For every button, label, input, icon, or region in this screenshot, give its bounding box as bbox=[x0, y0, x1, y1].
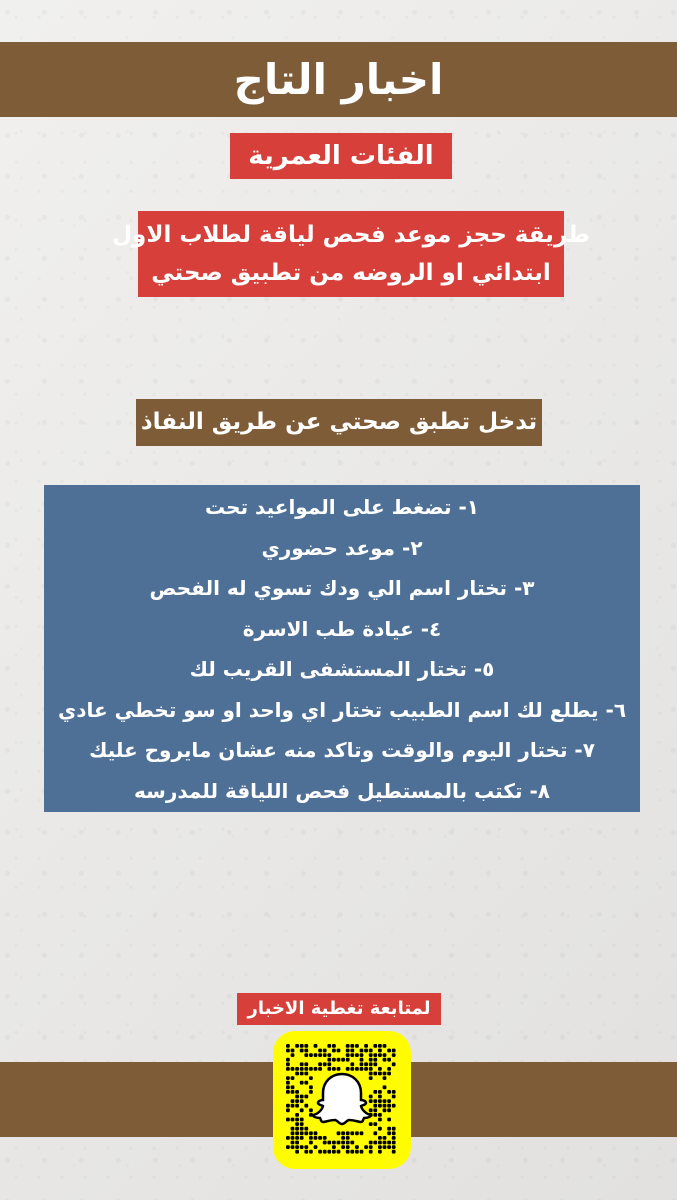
snapcode-dot bbox=[318, 1062, 322, 1066]
snapcode-dot bbox=[350, 1053, 354, 1057]
snapcode-dot bbox=[378, 1118, 382, 1122]
snapcode-dot bbox=[392, 1127, 396, 1131]
snapcode-dot bbox=[300, 1049, 304, 1053]
snapcode-dot bbox=[378, 1136, 382, 1140]
snapcode-dot bbox=[346, 1058, 350, 1062]
snapcode-dot bbox=[392, 1062, 396, 1066]
snapcode-dot bbox=[286, 1104, 290, 1108]
snapcode-dot bbox=[286, 1076, 290, 1080]
snapcode-dot bbox=[369, 1067, 373, 1071]
snapcode-dot bbox=[373, 1104, 377, 1108]
snapcode-dot bbox=[300, 1072, 304, 1076]
snapcode-dot bbox=[355, 1131, 359, 1135]
snapcode-dot bbox=[360, 1049, 364, 1053]
snapcode-dot bbox=[286, 1145, 290, 1149]
snapcode-dot bbox=[323, 1136, 327, 1140]
step-item-1: ١- تضغط على المواعيد تحت bbox=[205, 495, 479, 519]
snapcode-dot bbox=[373, 1044, 377, 1048]
snapcode-dot bbox=[300, 1081, 304, 1085]
snapcode-dot bbox=[387, 1145, 391, 1149]
snapcode-dot bbox=[369, 1072, 373, 1076]
snapcode-dot bbox=[378, 1090, 382, 1094]
snapcode-dot bbox=[304, 1127, 308, 1131]
page-title: اخبار التاج bbox=[233, 54, 444, 104]
snapcode-dot bbox=[369, 1053, 373, 1057]
snapcode-dot bbox=[346, 1150, 350, 1154]
snapcode-dot bbox=[373, 1062, 377, 1066]
snapcode-dot bbox=[300, 1122, 304, 1126]
snapcode-dot bbox=[373, 1072, 377, 1076]
snapcode-dot bbox=[291, 1099, 295, 1103]
snapcode-dot bbox=[304, 1095, 308, 1099]
snapcode-dot bbox=[387, 1127, 391, 1131]
snapcode-dot bbox=[378, 1127, 382, 1131]
snapcode-dot bbox=[383, 1044, 387, 1048]
step-item-8: ٨- تكتب بالمستطيل فحص اللياقة للمدرسه bbox=[134, 778, 550, 803]
snapcode-dot bbox=[314, 1131, 318, 1135]
snapcode-dot bbox=[387, 1108, 391, 1112]
snapcode-dot bbox=[387, 1104, 391, 1108]
snapcode-dot bbox=[369, 1145, 373, 1149]
snapcode-dot bbox=[346, 1044, 350, 1048]
snapcode-dot bbox=[369, 1108, 373, 1112]
snapcode-dot bbox=[295, 1141, 299, 1145]
access-badge: تدخل تطبق صحتي عن طريق النفاذ bbox=[136, 399, 542, 446]
snapcode-dot bbox=[309, 1108, 313, 1112]
snapcode-dot bbox=[392, 1145, 396, 1149]
snapcode-dot bbox=[341, 1058, 345, 1062]
snapcode-dot bbox=[387, 1099, 391, 1103]
snapcode-dot bbox=[304, 1081, 308, 1085]
snapcode-dot bbox=[341, 1141, 345, 1145]
snapcode-dot bbox=[383, 1053, 387, 1057]
snapcode-dot bbox=[373, 1122, 377, 1126]
snapcode-dot bbox=[291, 1118, 295, 1122]
snapcode-dot bbox=[360, 1062, 364, 1066]
snapcode-dot bbox=[295, 1095, 299, 1099]
snapcode-dot bbox=[332, 1067, 336, 1071]
instructions-line-1: طريقة حجز موعد فحص لياقة لطلاب الاول bbox=[112, 222, 590, 248]
snapcode-dot bbox=[337, 1067, 341, 1071]
snapcode-dot bbox=[286, 1085, 290, 1089]
snapcode-dot bbox=[350, 1141, 354, 1145]
snapcode-dot bbox=[286, 1058, 290, 1062]
snapcode-dot bbox=[383, 1099, 387, 1103]
snapcode-dot bbox=[286, 1062, 290, 1066]
snapcode[interactable] bbox=[273, 1031, 411, 1169]
snapcode-dot bbox=[373, 1108, 377, 1112]
snapcode-dot bbox=[286, 1090, 290, 1094]
snapcode-dot bbox=[295, 1127, 299, 1131]
snapcode-dot bbox=[378, 1044, 382, 1048]
snapcode-dot bbox=[291, 1090, 295, 1094]
snapcode-dot bbox=[318, 1136, 322, 1140]
snapcode-dot bbox=[346, 1067, 350, 1071]
snapcode-dot bbox=[364, 1067, 368, 1071]
step-item-4: ٤- عيادة طب الاسرة bbox=[242, 616, 442, 641]
snapcode-dot bbox=[373, 1090, 377, 1094]
snapcode-dot bbox=[286, 1118, 290, 1122]
snapcode-dot bbox=[286, 1108, 290, 1112]
snapcode-dot bbox=[327, 1067, 331, 1071]
snapcode-dot bbox=[350, 1150, 354, 1154]
snapcode-dot bbox=[318, 1067, 322, 1071]
snapcode-dot bbox=[392, 1095, 396, 1099]
snapcode-dot bbox=[383, 1058, 387, 1062]
snapcode-dot bbox=[300, 1067, 304, 1071]
snapcode-dot bbox=[387, 1072, 391, 1076]
snapcode-dot bbox=[337, 1049, 341, 1053]
step-item-7: ٧- تختار اليوم والوقت وتاكد منه عشان مايروح عليك bbox=[89, 738, 595, 762]
snapcode-dot bbox=[364, 1145, 368, 1149]
snapcode-dot bbox=[286, 1049, 290, 1053]
snapcode-dot bbox=[309, 1090, 313, 1094]
snapcode-dot bbox=[383, 1141, 387, 1145]
snapcode-dot bbox=[291, 1141, 295, 1145]
snapcode-dot bbox=[295, 1150, 299, 1154]
snapcode-dot bbox=[369, 1150, 373, 1154]
snapcode-dot bbox=[309, 1053, 313, 1057]
snapcode-dot bbox=[383, 1072, 387, 1076]
snapcode-dot bbox=[300, 1062, 304, 1066]
snapcode-dot bbox=[291, 1131, 295, 1135]
snapcode-dot bbox=[295, 1090, 299, 1094]
instructions-box bbox=[112, 211, 590, 297]
snapcode-dot bbox=[323, 1141, 327, 1145]
snapcode-dot bbox=[383, 1076, 387, 1080]
snapcode-dot bbox=[291, 1053, 295, 1057]
snapcode-dot bbox=[318, 1053, 322, 1057]
snapcode-dot bbox=[369, 1049, 373, 1053]
snapcode-dot bbox=[327, 1150, 331, 1154]
snapcode-dot bbox=[373, 1053, 377, 1057]
snapcode-dot bbox=[383, 1108, 387, 1112]
snapcode-dot bbox=[304, 1150, 308, 1154]
snapcode-dot bbox=[360, 1131, 364, 1135]
snapcode-dot bbox=[291, 1085, 295, 1089]
snapcode-dot bbox=[300, 1108, 304, 1112]
snapcode-dot bbox=[350, 1049, 354, 1053]
snapcode-dot bbox=[364, 1044, 368, 1048]
snapcode-dot bbox=[378, 1104, 382, 1108]
snapcode-dot bbox=[300, 1127, 304, 1131]
snapcode-dot bbox=[369, 1076, 373, 1080]
instructions-line-2: ابتدائي او الروضه من تطبيق صحتي bbox=[151, 260, 551, 286]
snapcode-dot bbox=[295, 1131, 299, 1135]
snapcode-dot bbox=[295, 1145, 299, 1149]
snapcode-dot bbox=[323, 1053, 327, 1057]
snapcode-dot bbox=[360, 1067, 364, 1071]
snapcode-dot bbox=[387, 1141, 391, 1145]
snapcode-dot bbox=[314, 1067, 318, 1071]
snapcode-dot bbox=[369, 1062, 373, 1066]
snapcode-dot bbox=[327, 1058, 331, 1062]
snapcode-dot bbox=[369, 1122, 373, 1126]
snapcode-dot bbox=[295, 1122, 299, 1126]
snapcode-dot bbox=[314, 1053, 318, 1057]
snapcode-dot bbox=[373, 1113, 377, 1117]
snapcode-dot bbox=[309, 1150, 313, 1154]
snapcode-dot bbox=[300, 1145, 304, 1149]
snapcode-dot bbox=[392, 1090, 396, 1094]
snapcode-dot bbox=[378, 1145, 382, 1149]
snapcode-dot bbox=[300, 1136, 304, 1140]
step-item-6: ٦- يطلع لك اسم الطبيب تختار اي واحد او سو تخطي عادي bbox=[57, 697, 627, 722]
snapcode-dot bbox=[304, 1104, 308, 1108]
snapcode-dot bbox=[291, 1145, 295, 1149]
snapcode-dot bbox=[387, 1131, 391, 1135]
snapchat-ghost-qr-icon bbox=[282, 1040, 402, 1160]
snapcode-dot bbox=[309, 1085, 313, 1089]
snapcode-dot bbox=[341, 1145, 345, 1149]
snapcode-dot bbox=[360, 1058, 364, 1062]
snapcode-dot bbox=[323, 1150, 327, 1154]
snapcode-dot bbox=[327, 1141, 331, 1145]
snapcode-dot bbox=[295, 1072, 299, 1076]
snapcode-dot bbox=[291, 1127, 295, 1131]
snapcode-dot bbox=[304, 1044, 308, 1048]
snapcode-dot bbox=[355, 1145, 359, 1149]
snapcode-dot bbox=[392, 1131, 396, 1135]
snapcode-dot bbox=[355, 1067, 359, 1071]
snapcode-dot bbox=[332, 1141, 336, 1145]
snapcode-dot bbox=[387, 1118, 391, 1122]
snapcode-dot bbox=[383, 1104, 387, 1108]
step-item-2: ٢- موعد حضوري bbox=[261, 535, 423, 560]
step-item-5: ٥- تختار المستشفى القريب لك bbox=[189, 657, 495, 681]
snapcode-dot bbox=[392, 1053, 396, 1057]
snapcode-dot bbox=[327, 1044, 331, 1048]
snapcode-dot bbox=[392, 1104, 396, 1108]
snapcode-dot bbox=[392, 1136, 396, 1140]
snapcode-dot bbox=[332, 1145, 336, 1149]
snapcode-dot bbox=[387, 1058, 391, 1062]
snapcode-dot bbox=[295, 1044, 299, 1048]
snapcode-dot bbox=[355, 1053, 359, 1057]
snapcode-dot bbox=[373, 1141, 377, 1145]
snapcode-dot bbox=[314, 1044, 318, 1048]
snapcode-dot bbox=[327, 1062, 331, 1066]
snapcode-dot bbox=[337, 1058, 341, 1062]
snapcode-dot bbox=[286, 1081, 290, 1085]
snapcode-dot bbox=[309, 1067, 313, 1071]
snapcode-dot bbox=[314, 1145, 318, 1149]
snapcode-dot bbox=[286, 1067, 290, 1071]
snapcode-dot bbox=[337, 1150, 341, 1154]
snapcode-dot bbox=[318, 1049, 322, 1053]
snapcode-dot bbox=[309, 1076, 313, 1080]
snapcode-dot bbox=[295, 1136, 299, 1140]
snapcode-dot bbox=[383, 1145, 387, 1149]
snapcode-dot bbox=[383, 1085, 387, 1089]
snapcode-dot bbox=[350, 1067, 354, 1071]
header-band bbox=[0, 42, 677, 117]
snapcode-dot bbox=[350, 1044, 354, 1048]
snapcode-dot bbox=[295, 1067, 299, 1071]
snapcode-dot bbox=[369, 1058, 373, 1062]
snapcode-dot bbox=[295, 1118, 299, 1122]
snapcode-dot bbox=[341, 1131, 345, 1135]
snapcode-dot bbox=[304, 1145, 308, 1149]
snapcode-dot bbox=[346, 1053, 350, 1057]
snapcode-dot bbox=[373, 1058, 377, 1062]
snapcode-dot bbox=[387, 1090, 391, 1094]
snapcode-dot bbox=[378, 1067, 382, 1071]
snapcode-dot bbox=[378, 1095, 382, 1099]
snapcode-dot bbox=[286, 1136, 290, 1140]
step-item-3: ٣- تختار اسم الي ودك تسوي له الفحص bbox=[149, 576, 535, 600]
category-badge: الفئات العمرية bbox=[230, 133, 452, 179]
snapcode-dot bbox=[309, 1141, 313, 1145]
snapcode-dot bbox=[350, 1131, 354, 1135]
snapcode-dot bbox=[300, 1099, 304, 1103]
snapcode-dot bbox=[286, 1044, 290, 1048]
snapcode-dot bbox=[323, 1062, 327, 1066]
snapcode-dot bbox=[291, 1136, 295, 1140]
snapcode-dot bbox=[346, 1136, 350, 1140]
snapcode-dot bbox=[392, 1049, 396, 1053]
follow-badge: لمتابعة تغطية الاخبار bbox=[237, 993, 441, 1025]
snapcode-dot bbox=[332, 1150, 336, 1154]
snapcode-dot bbox=[378, 1099, 382, 1103]
snapcode-dot bbox=[378, 1049, 382, 1053]
snapcode-dot bbox=[309, 1131, 313, 1135]
snapcode-dot bbox=[291, 1067, 295, 1071]
snapcode-dot bbox=[383, 1136, 387, 1140]
snapcode-dot bbox=[291, 1104, 295, 1108]
steps-list bbox=[44, 485, 640, 812]
snapcode-dot bbox=[346, 1141, 350, 1145]
snapcode-dot bbox=[387, 1049, 391, 1053]
snapcode-dot bbox=[295, 1113, 299, 1117]
snapcode-dot bbox=[332, 1049, 336, 1053]
snapcode-dot bbox=[378, 1053, 382, 1057]
snapcode-dot bbox=[300, 1044, 304, 1048]
snapcode-dot bbox=[300, 1095, 304, 1099]
snapcode-dot bbox=[304, 1049, 308, 1053]
snapcode-dot bbox=[369, 1099, 373, 1103]
snapcode-dot bbox=[300, 1131, 304, 1135]
snapcode-dot bbox=[291, 1049, 295, 1053]
snapcode-dot bbox=[360, 1053, 364, 1057]
snapcode-dot bbox=[378, 1141, 382, 1145]
snapcode-dot bbox=[360, 1150, 364, 1154]
snapcode-dot bbox=[332, 1058, 336, 1062]
snapcode-dot bbox=[392, 1141, 396, 1145]
snapcode-dot bbox=[346, 1049, 350, 1053]
snapcode-dot bbox=[369, 1095, 373, 1099]
snapcode-dot bbox=[378, 1113, 382, 1117]
snapcode-dot bbox=[304, 1131, 308, 1135]
snapcode-dot bbox=[387, 1067, 391, 1071]
snapcode-dot bbox=[341, 1136, 345, 1140]
snapcode-dot bbox=[346, 1145, 350, 1149]
snapcode-dot bbox=[364, 1049, 368, 1053]
snapcode-dot bbox=[346, 1131, 350, 1135]
snapcode-dot bbox=[332, 1044, 336, 1048]
snapcode-dot bbox=[304, 1062, 308, 1066]
snapcode-dot bbox=[369, 1141, 373, 1145]
snapcode-dot bbox=[304, 1072, 308, 1076]
snapcode-dot bbox=[327, 1053, 331, 1057]
snapcode-dot bbox=[295, 1104, 299, 1108]
snapcode-dot bbox=[378, 1072, 382, 1076]
snapcode-dot bbox=[378, 1150, 382, 1154]
snapcode-dot bbox=[304, 1067, 308, 1071]
snapcode-dot bbox=[337, 1131, 341, 1135]
snapcode-dot bbox=[355, 1150, 359, 1154]
snapcode-dot bbox=[392, 1150, 396, 1154]
snapcode-dot bbox=[304, 1053, 308, 1057]
snapcode-dot bbox=[337, 1141, 341, 1145]
snapcode-dot bbox=[309, 1136, 313, 1140]
snapcode-dot bbox=[373, 1099, 377, 1103]
snapcode-dot bbox=[364, 1062, 368, 1066]
snapcode-dot bbox=[323, 1049, 327, 1053]
snapcode-dot bbox=[373, 1131, 377, 1135]
snapcode-dot bbox=[350, 1062, 354, 1066]
snapcode-dot bbox=[295, 1099, 299, 1103]
snapcode-dot bbox=[314, 1136, 318, 1140]
snapcode-dot bbox=[318, 1150, 322, 1154]
snapcode-dot bbox=[300, 1118, 304, 1122]
snapcode-dot bbox=[291, 1076, 295, 1080]
snapcode-dot bbox=[355, 1044, 359, 1048]
